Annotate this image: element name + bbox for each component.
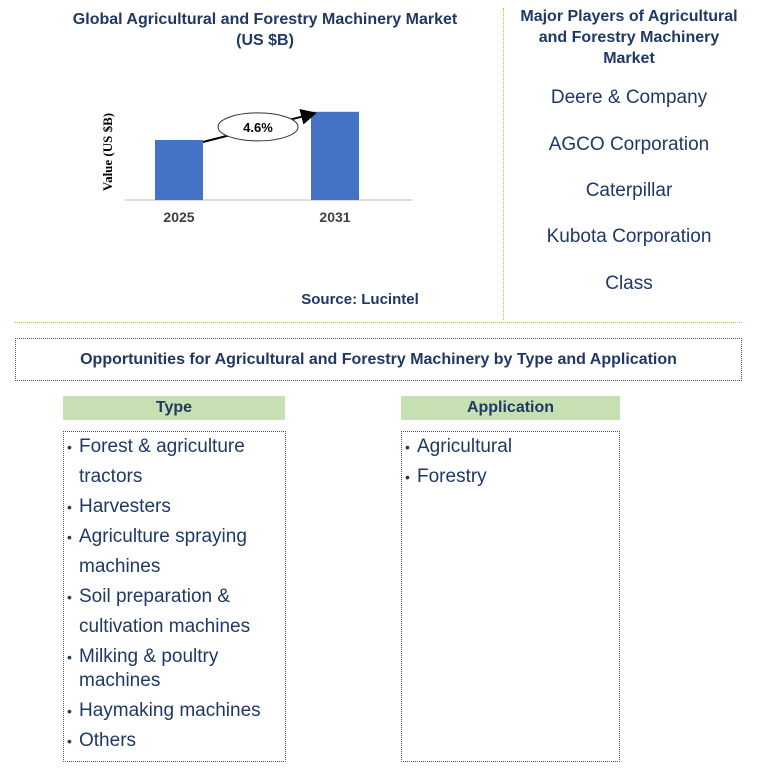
chart-title: Global Agricultural and Forestry Machinery Market (US $B) xyxy=(72,11,458,49)
vertical-divider xyxy=(503,8,504,320)
bar-chart xyxy=(0,0,500,290)
player-name: Deere & Company xyxy=(550,87,708,108)
bar-2025 xyxy=(155,140,203,200)
list-item: • Harvesters xyxy=(67,496,171,517)
x-tick-label: 2031 xyxy=(319,209,351,225)
list-item: • Milking & poultry machines xyxy=(67,646,219,691)
opportunities-title: Opportunities for Agricultural and Forestry Machinery by Type and Application xyxy=(15,338,742,381)
player-name: Class xyxy=(605,273,653,294)
list-item: • Haymaking machines xyxy=(67,700,261,721)
list-item: • Others xyxy=(67,730,137,751)
bar-2031 xyxy=(311,112,359,200)
application-list xyxy=(402,432,619,492)
player-name: AGCO Corporation xyxy=(548,134,710,155)
application-list-box xyxy=(401,431,620,762)
horizontal-divider xyxy=(15,322,742,323)
list-item: • Agriculture spraying machines xyxy=(67,526,247,577)
list-item: • Soil preparation & cultivation machines xyxy=(67,586,251,637)
players-title: Major Players of Agricultural and Forestry Machinery Market xyxy=(520,8,738,67)
application-header: Application xyxy=(401,396,620,420)
type-list xyxy=(64,432,285,756)
list-item: • Forestry xyxy=(405,466,487,487)
y-axis-label: Value (US $B) xyxy=(100,112,115,192)
player-name: Kubota Corporation xyxy=(546,226,712,247)
list-item: • Agricultural xyxy=(405,436,513,457)
list-item: • Forest & agriculture tractors xyxy=(67,436,245,487)
type-list-box xyxy=(63,431,286,762)
source-label: Source: Lucintel xyxy=(301,291,419,308)
type-header: Type xyxy=(63,396,285,420)
growth-rate-label: 4.6% xyxy=(243,119,273,135)
player-name: Caterpillar xyxy=(585,180,673,201)
x-tick-label: 2025 xyxy=(163,209,195,225)
